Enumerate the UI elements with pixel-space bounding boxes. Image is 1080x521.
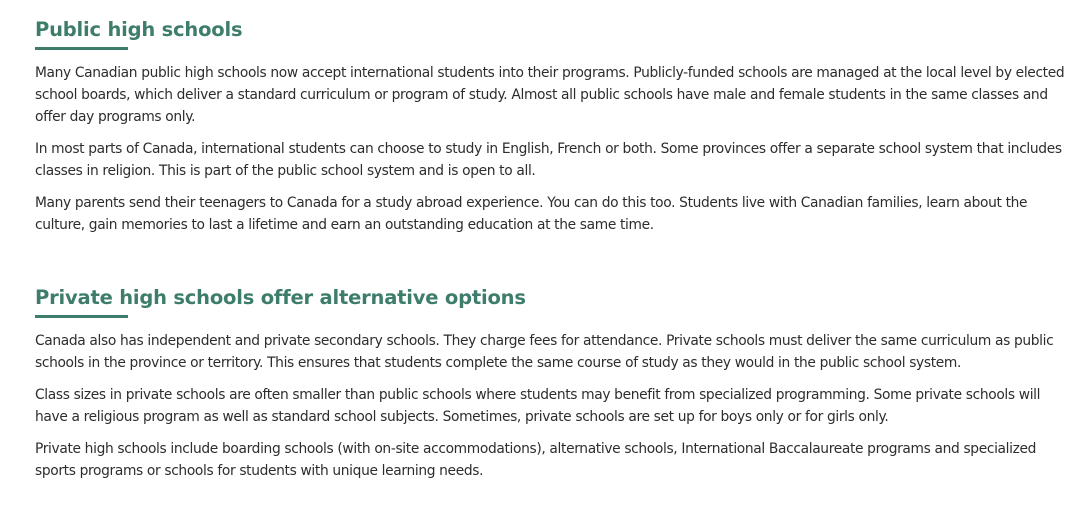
section-private-high-schools: [35, 284, 1074, 492]
paragraph: Private high schools include boarding schools (with on-site accommodations), alternative schools, International Baccalaureate programs and specialized sports programs or schools for students with unique learning needs.: [35, 441, 1037, 479]
paragraph: Many Canadian public high schools now accept international students into their programs. Publicly-funded schools are managed at the local level by elected school boards, which deliver a standard curriculum or program of study. Almost all public schools have male and female students in the same classes and offer day programs only.: [35, 65, 1065, 125]
heading-underline: [35, 315, 128, 318]
paragraph: Many parents send their teenagers to Canada for a study abroad experience. You can do this too. Students live with Canadian families, learn about the culture, gain memories to last a lifetime and earn an outstanding education at the same time.: [35, 195, 1028, 233]
section-public-high-schools: [35, 16, 1074, 246]
heading-underline: [35, 47, 128, 50]
section-heading: Public high schools: [35, 18, 243, 41]
paragraph: Canada also has independent and private secondary schools. They charge fees for attendance. Private schools must deliver the same curriculum as public schools in the province or territory. This ensures that students complete the same course of study as they would in the public school system.: [35, 333, 1054, 371]
paragraph: In most parts of Canada, international students can choose to study in English, French or both. Some provinces offer a separate school system that includes classes in religion. This is part of the public school system and is open to all.: [35, 141, 1062, 179]
paragraph: Class sizes in private schools are often smaller than public schools where students may benefit from specialized programming. Some private schools will have a religious program as well as standard school subjects. Sometimes, private schools are set up for boys only or for girls only.: [35, 387, 1041, 425]
section-heading: Private high schools offer alternative options: [35, 286, 526, 309]
